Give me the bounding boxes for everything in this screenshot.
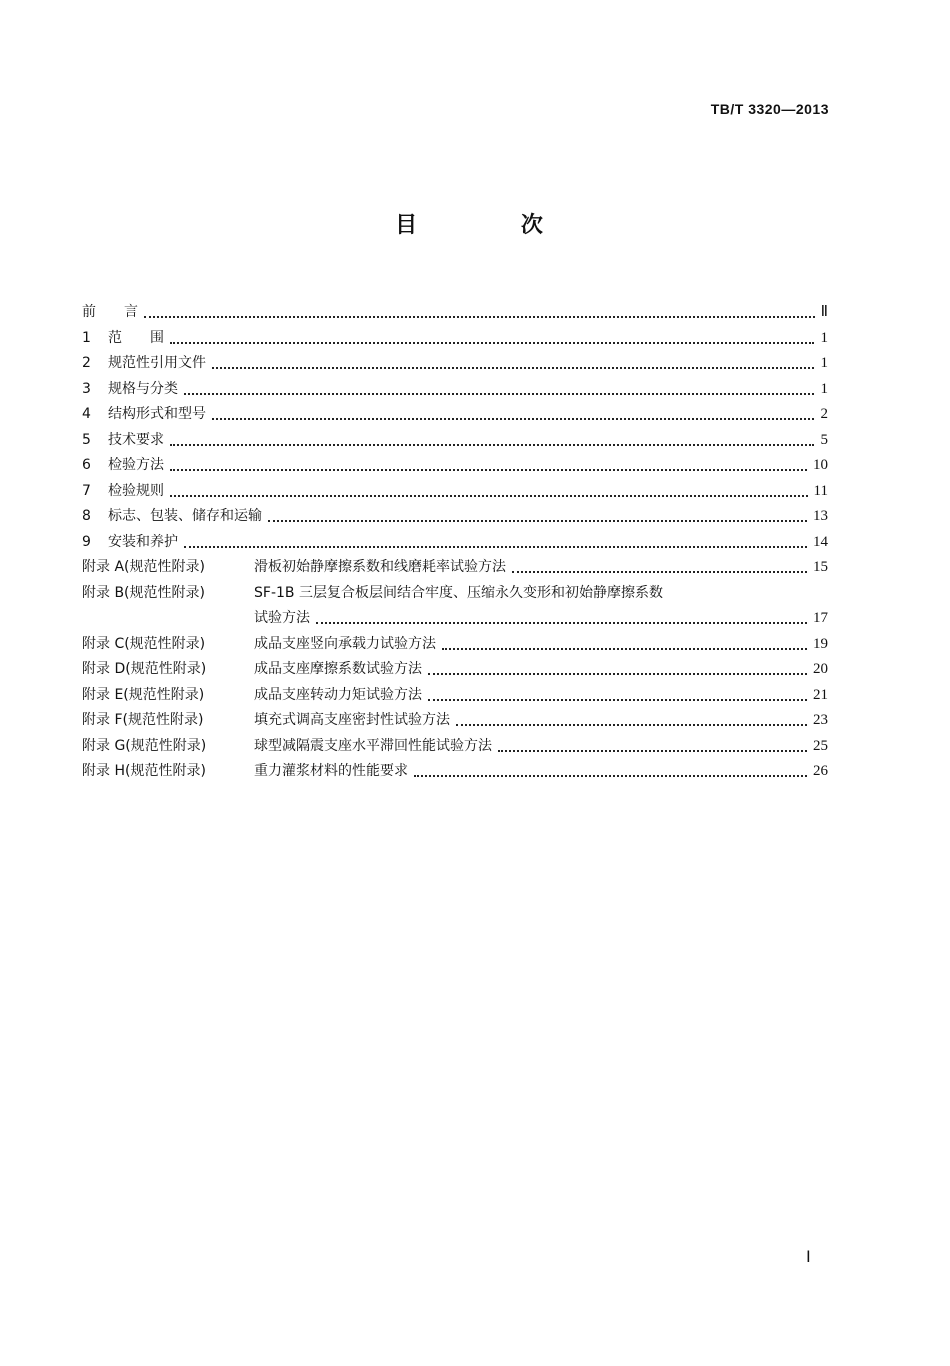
toc-entry-title: 标志、包装、储存和运输 xyxy=(108,508,262,524)
toc-entry[interactable] xyxy=(82,402,828,428)
toc-entry[interactable] xyxy=(82,351,828,377)
toc-entry-number: 7 xyxy=(82,482,91,499)
toc-entry-page: 26 xyxy=(813,763,828,779)
toc-entry-number: 附录 D(规范性附录) xyxy=(82,661,207,677)
toc-entry-page: Ⅱ xyxy=(820,304,828,320)
toc-leader-dots xyxy=(184,530,807,556)
toc-entry-page: 17 xyxy=(813,610,828,626)
toc-entry[interactable] xyxy=(82,734,828,760)
toc-entry-title: 成品支座摩擦系数试验方法 xyxy=(254,661,422,677)
toc-entry-number: 附录 C(规范性附录) xyxy=(82,635,206,652)
toc-entry-title: 检验规则 xyxy=(108,482,164,499)
toc-entry-page: 14 xyxy=(813,533,828,550)
toc-entry-title: 结构形式和型号 xyxy=(108,406,206,422)
table-of-contents xyxy=(82,300,828,785)
toc-entry[interactable] xyxy=(82,453,828,479)
toc-leader-dots xyxy=(268,504,807,530)
toc-entry-page: 20 xyxy=(813,661,828,677)
toc-entry-number: 附录 H(规范性附录) xyxy=(82,763,206,779)
toc-leader-dots xyxy=(428,657,807,683)
toc-leader-dots xyxy=(170,428,814,454)
toc-entry-page: 1 xyxy=(820,380,828,397)
toc-entry-number: 2 xyxy=(82,355,91,371)
toc-entry-number: 附录 B(规范性附录) xyxy=(82,584,205,601)
toc-entry-number: 附录 F(规范性附录) xyxy=(82,712,204,728)
toc-entry-page: 13 xyxy=(813,508,828,524)
toc-entry-page: 5 xyxy=(820,431,828,448)
page-title: 目 次 xyxy=(395,213,591,238)
toc-entry-number: 9 xyxy=(82,533,91,550)
toc-entry[interactable] xyxy=(82,300,828,326)
toc-entry-title: 填充式调高支座密封性试验方法 xyxy=(254,712,450,728)
toc-entry-title: 滑板初始静摩擦系数和线磨耗率试验方法 xyxy=(254,559,506,575)
toc-entry-page: 2 xyxy=(820,406,828,422)
toc-entry[interactable] xyxy=(82,326,828,352)
toc-entry-title: 重力灌浆材料的性能要求 xyxy=(254,763,408,779)
toc-entry-page: 15 xyxy=(813,559,828,575)
toc-leader-dots xyxy=(212,402,814,428)
toc-entry-title: 技术要求 xyxy=(108,431,164,448)
toc-leader-dots xyxy=(170,479,808,505)
toc-entry-number: 8 xyxy=(82,508,91,524)
toc-entry[interactable] xyxy=(82,555,828,581)
toc-entry[interactable] xyxy=(82,683,828,709)
toc-entry[interactable] xyxy=(82,606,828,632)
toc-entry[interactable] xyxy=(82,657,828,683)
toc-entry[interactable] xyxy=(82,759,828,785)
toc-entry[interactable] xyxy=(82,479,828,505)
toc-leader-dots xyxy=(212,351,814,377)
toc-leader-dots xyxy=(316,606,807,632)
toc-entry-title: 安装和养护 xyxy=(108,533,178,550)
toc-entry[interactable] xyxy=(82,581,828,607)
toc-entry-title: 范 围 xyxy=(108,329,164,346)
toc-leader-dots xyxy=(170,326,814,352)
toc-entry-page: 1 xyxy=(820,329,828,346)
toc-entry[interactable] xyxy=(82,377,828,403)
toc-leader-dots xyxy=(442,632,807,658)
toc-entry-title: SF-1B 三层复合板层间结合牢度、压缩永久变形和初始静摩擦系数 xyxy=(254,584,663,601)
toc-entry-page: 11 xyxy=(813,482,828,499)
toc-leader-dots xyxy=(414,759,807,785)
toc-entry-number: 附录 E(规范性附录) xyxy=(82,686,205,703)
toc-entry-title: 规格与分类 xyxy=(108,380,178,397)
toc-entry-page: 23 xyxy=(813,712,828,728)
toc-entry-number: 前 言 xyxy=(82,304,138,320)
toc-entry-page: 21 xyxy=(813,686,828,703)
toc-entry-page: 19 xyxy=(813,635,828,652)
toc-entry-title: 成品支座竖向承载力试验方法 xyxy=(254,635,436,652)
toc-entry-number: 6 xyxy=(82,457,91,473)
toc-entry-number: 附录 A(规范性附录) xyxy=(82,559,205,575)
toc-leader-dots xyxy=(428,683,807,709)
toc-entry-number: 4 xyxy=(82,406,91,422)
toc-leader-dots xyxy=(498,734,807,760)
toc-entry-title: 试验方法 xyxy=(254,610,310,626)
toc-entry[interactable] xyxy=(82,708,828,734)
toc-entry-title: 规范性引用文件 xyxy=(108,355,206,371)
toc-entry[interactable] xyxy=(82,504,828,530)
toc-entry-page: 1 xyxy=(820,355,828,371)
page-number: Ⅰ xyxy=(806,1249,811,1266)
toc-entry-title: 球型减隔震支座水平滞回性能试验方法 xyxy=(254,737,492,754)
toc-entry-page: 25 xyxy=(813,737,828,754)
toc-entry-number: 1 xyxy=(82,329,91,346)
toc-entry[interactable] xyxy=(82,632,828,658)
toc-leader-dots xyxy=(144,300,815,326)
toc-entry-title: 检验方法 xyxy=(108,457,164,473)
toc-entry-number: 3 xyxy=(82,380,91,397)
toc-leader-dots xyxy=(184,377,814,403)
toc-leader-dots xyxy=(512,555,807,581)
toc-leader-dots xyxy=(170,453,807,479)
toc-entry[interactable] xyxy=(82,530,828,556)
toc-leader-dots xyxy=(456,708,807,734)
toc-entry-number: 附录 G(规范性附录) xyxy=(82,737,207,754)
toc-entry-title: 成品支座转动力矩试验方法 xyxy=(254,686,422,703)
toc-entry-page: 10 xyxy=(813,457,828,473)
toc-entry[interactable] xyxy=(82,428,828,454)
toc-entry-number: 5 xyxy=(82,431,91,448)
standard-code: TB/T 3320—2013 xyxy=(710,101,829,117)
